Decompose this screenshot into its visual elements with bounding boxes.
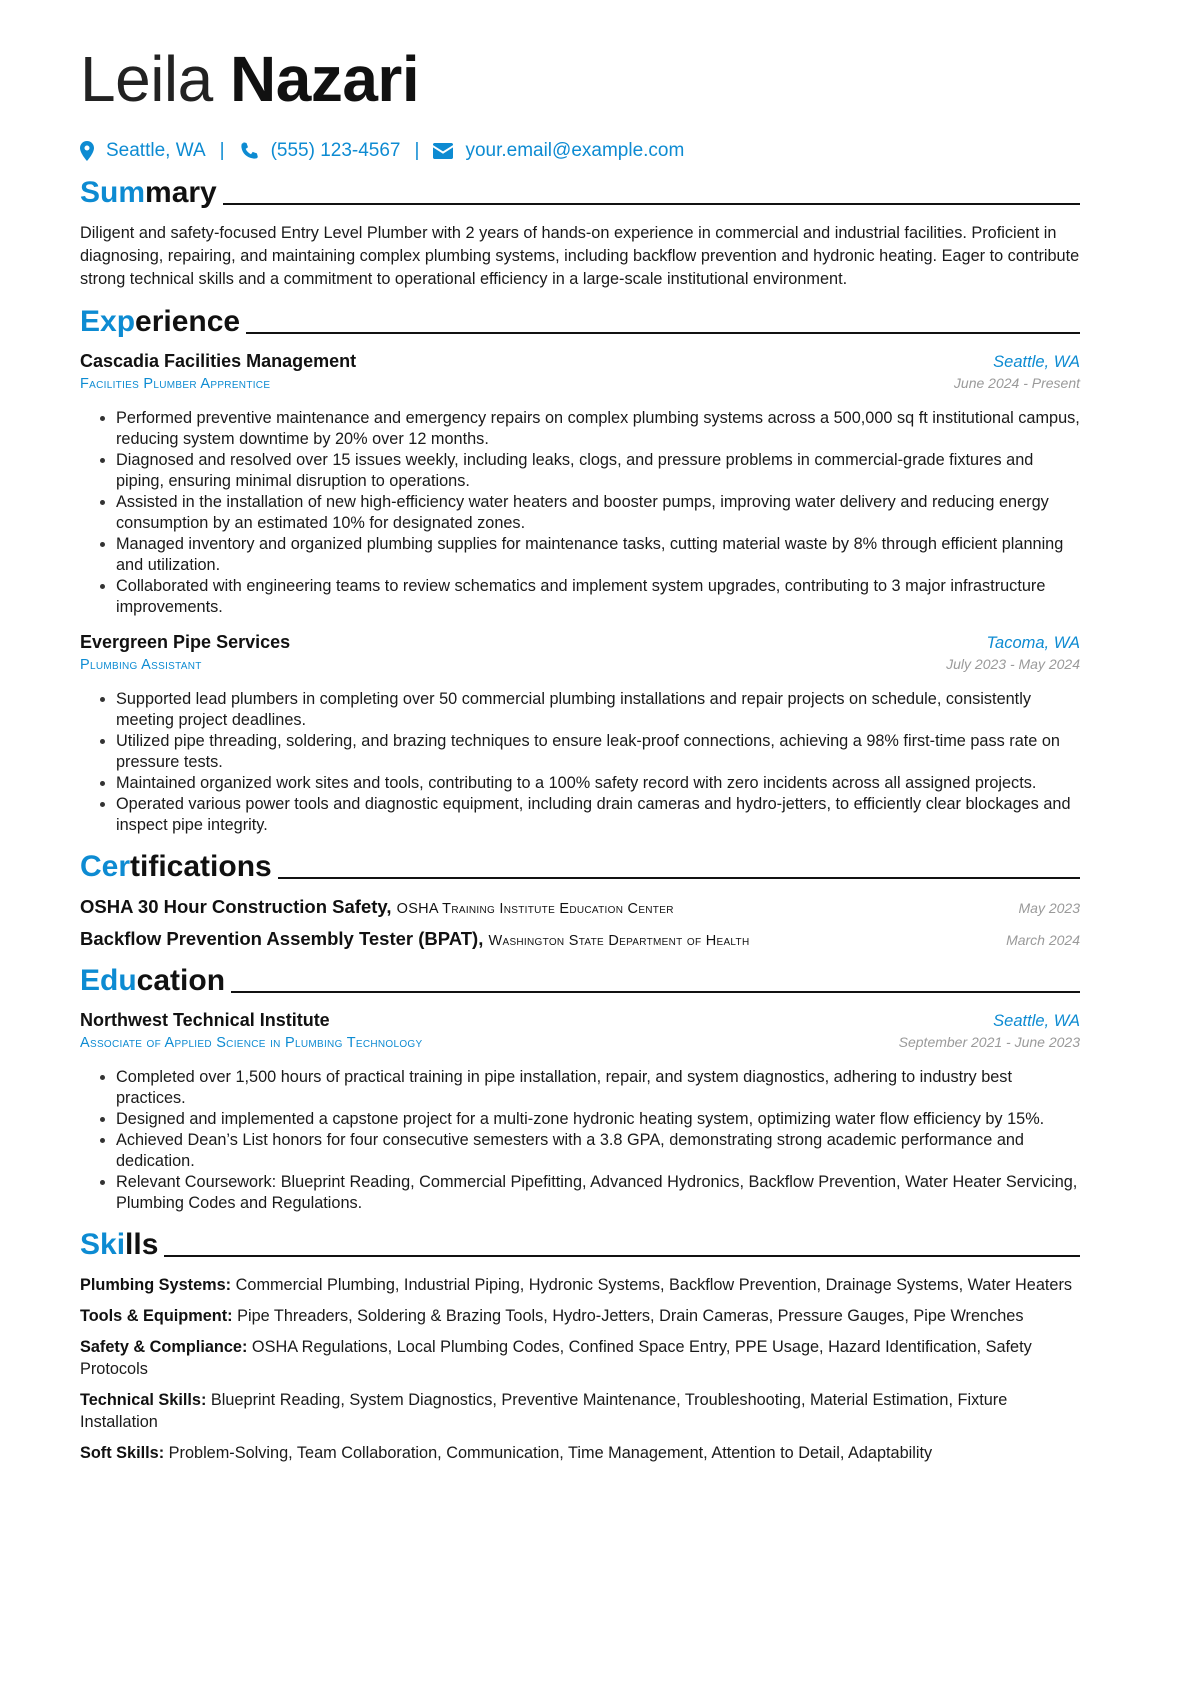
bullet-item: • Utilized pipe threading, soldering, and brazing techniques to ensure leak-proof connections, achieving a 98% first-time pass rate on pressure tests. bbox=[116, 731, 1080, 773]
contact-location bbox=[80, 140, 206, 162]
certification-date: March 2024 bbox=[1006, 932, 1080, 948]
skill-row bbox=[80, 1389, 1080, 1433]
certification-issuer: Washington State Department of Health bbox=[488, 933, 750, 949]
contact-separator: | bbox=[219, 140, 225, 161]
job-dates: July 2023 - May 2024 bbox=[946, 656, 1080, 672]
skills-section bbox=[80, 1228, 1080, 1464]
experience-heading bbox=[80, 305, 1080, 339]
certification-date: May 2023 bbox=[1018, 900, 1080, 916]
heading-rule bbox=[278, 877, 1080, 879]
bullet-item: • Achieved Dean’s List honors for four consecutive semesters with a 3.8 GPA, demonstrating strong academic performance and dedication. bbox=[116, 1130, 1080, 1172]
skill-value: Blueprint Reading, System Diagnostics, Preventive Maintenance, Troubleshooting, Material Estimation, Fixture Installation bbox=[80, 1391, 1008, 1431]
email-text: your.email@example.com bbox=[465, 140, 685, 161]
heading-rule bbox=[164, 1255, 1080, 1257]
certification-item: Backflow Prevention Assembly Tester (BPAT), Washington State Department of Health March 2024 bbox=[80, 928, 1080, 949]
education-bullets bbox=[80, 1067, 1080, 1214]
bullet-item: • Relevant Coursework: Blueprint Reading, Commercial Pipefitting, Advanced Hydronics, Backflow Prevention, Water Heater Servicing, Plumbing Codes and Regulations. bbox=[116, 1172, 1080, 1214]
heading-rule bbox=[231, 991, 1080, 993]
contact-phone[interactable] bbox=[239, 140, 401, 162]
first-name: Leila bbox=[80, 43, 213, 115]
job-entry bbox=[80, 632, 1080, 836]
last-name: Nazari bbox=[230, 43, 420, 115]
experience-section bbox=[80, 305, 1080, 836]
bullet-item: • Performed preventive maintenance and emergency repairs on complex plumbing systems across a 500,000 sq ft institutional campus, reducing system downtime by 20% over 12 months. bbox=[116, 408, 1080, 450]
summary-text: Diligent and safety-focused Entry Level Plumber with 2 years of hands-on experience in commercial and industrial facilities. Proficient in diagnosing, repairing, and maintaining complex plumbing systems, including backflow prevention and hydronic heating. Eager to contribute strong technical skills and a commitment to operational efficiency in a large-scale institutional environment. bbox=[80, 224, 1080, 288]
school-name: Northwest Technical Institute bbox=[80, 1010, 330, 1030]
education-section bbox=[80, 964, 1080, 1214]
envelope-icon bbox=[433, 143, 453, 159]
location-text: Seattle, WA bbox=[106, 140, 206, 161]
job-location: Seattle, WA bbox=[993, 353, 1080, 371]
heading-accent: Exp bbox=[80, 305, 136, 338]
degree: Associate of Applied Science in Plumbing Technology bbox=[80, 1035, 423, 1051]
heading-rule bbox=[223, 203, 1080, 205]
certification-item: OSHA 30 Hour Construction Safety, OSHA Training Institute Education Center May 2023 bbox=[80, 896, 1080, 917]
skill-value: Commercial Plumbing, Industrial Piping, Hydronic Systems, Backflow Prevention, Drainage Systems, Water Heaters bbox=[235, 1276, 1073, 1294]
certifications-heading bbox=[80, 850, 1080, 884]
phone-text: (555) 123-4567 bbox=[270, 140, 401, 161]
certification-name: OSHA 30 Hour Construction Safety bbox=[80, 896, 387, 917]
education-entry bbox=[80, 1010, 1080, 1214]
phone-icon bbox=[239, 141, 259, 161]
skill-value: Problem-Solving, Team Collaboration, Communication, Time Management, Attention to Detail, Adaptability bbox=[168, 1444, 933, 1462]
contact-separator: | bbox=[414, 140, 420, 161]
bullet-item: • Collaborated with engineering teams to review schematics and implement system upgrades, contributing to 3 major infrastructure improvements. bbox=[116, 576, 1080, 618]
bullet-item: • Managed inventory and organized plumbing supplies for maintenance tasks, cutting material waste by 8% through efficient planning and utilization. bbox=[116, 534, 1080, 576]
skill-row bbox=[80, 1305, 1080, 1327]
bullet-item: • Designed and implemented a capstone project for a multi-zone hydronic heating system, optimizing water flow efficiency by 15%. bbox=[116, 1109, 1080, 1130]
summary-heading bbox=[80, 176, 1080, 210]
job-bullets bbox=[80, 689, 1080, 836]
skill-label: Soft Skills: bbox=[80, 1444, 165, 1462]
heading-rest: mary bbox=[145, 176, 217, 209]
heading-rest: erience bbox=[135, 305, 241, 338]
bullet-item: • Diagnosed and resolved over 15 issues weekly, including leaks, clogs, and pressure problems in commercial-grade fixtures and piping, ensuring minimal disruption to operations. bbox=[116, 450, 1080, 492]
skill-value: OSHA Regulations, Local Plumbing Codes, Confined Space Entry, PPE Usage, Hazard Identification, Safety Protocols bbox=[80, 1338, 1032, 1378]
heading-accent: Edu bbox=[80, 964, 137, 997]
contact-bar bbox=[80, 140, 1080, 162]
heading-accent: Sum bbox=[80, 176, 146, 209]
bullet-item: • Completed over 1,500 hours of practical training in pipe installation, repair, and system diagnostics, adhering to industry best practices. bbox=[116, 1067, 1080, 1109]
bullet-item: • Operated various power tools and diagnostic equipment, including drain cameras and hydro-jetters, to efficiently clear blockages and inspect pipe integrity. bbox=[116, 794, 1080, 836]
skill-row bbox=[80, 1274, 1080, 1296]
bullet-item: • Assisted in the installation of new high-efficiency water heaters and booster pumps, improving water delivery and reducing energy consumption by an estimated 10% for designated zones. bbox=[116, 492, 1080, 534]
job-title: Facilities Plumber Apprentice bbox=[80, 376, 271, 392]
heading-rest: cation bbox=[136, 964, 226, 997]
heading-rule bbox=[246, 332, 1080, 334]
education-heading bbox=[80, 964, 1080, 998]
candidate-name bbox=[80, 40, 1080, 118]
certifications-section bbox=[80, 850, 1080, 950]
heading-accent: Cer bbox=[80, 850, 131, 883]
company-name: Cascadia Facilities Management bbox=[80, 351, 357, 371]
bullet-item: • Maintained organized work sites and tools, contributing to a 100% safety record with zero incidents across all assigned projects. bbox=[116, 773, 1080, 794]
skill-label: Tools & Equipment: bbox=[80, 1307, 233, 1325]
bullet-item: • Supported lead plumbers in completing over 50 commercial plumbing installations and repair projects on schedule, consistently meeting project deadlines. bbox=[116, 689, 1080, 731]
heading-rest: tifications bbox=[130, 850, 272, 883]
summary-section bbox=[80, 176, 1080, 291]
skill-value: Pipe Threaders, Soldering & Brazing Tools, Hydro-Jetters, Drain Cameras, Pressure Gauges, Pipe Wrenches bbox=[237, 1307, 1024, 1325]
skill-label: Technical Skills: bbox=[80, 1391, 207, 1409]
skill-row bbox=[80, 1336, 1080, 1380]
heading-accent: Ski bbox=[80, 1228, 126, 1261]
job-bullets bbox=[80, 408, 1080, 618]
education-dates: September 2021 - June 2023 bbox=[898, 1034, 1080, 1050]
school-location: Seattle, WA bbox=[993, 1012, 1080, 1030]
job-title: Plumbing Assistant bbox=[80, 657, 202, 673]
skill-label: Safety & Compliance: bbox=[80, 1338, 248, 1356]
contact-email[interactable] bbox=[433, 140, 684, 162]
skill-row bbox=[80, 1442, 1080, 1464]
job-location: Tacoma, WA bbox=[986, 634, 1080, 652]
company-name: Evergreen Pipe Services bbox=[80, 632, 291, 652]
skills-heading bbox=[80, 1228, 1080, 1262]
heading-rest: lls bbox=[125, 1228, 159, 1261]
certification-name: Backflow Prevention Assembly Tester (BPAT) bbox=[80, 928, 479, 949]
certification-issuer: OSHA Training Institute Education Center bbox=[396, 901, 674, 917]
job-entry bbox=[80, 351, 1080, 618]
job-dates: June 2024 - Present bbox=[953, 375, 1080, 391]
skill-label: Plumbing Systems: bbox=[80, 1276, 232, 1294]
map-pin-icon bbox=[80, 141, 94, 161]
